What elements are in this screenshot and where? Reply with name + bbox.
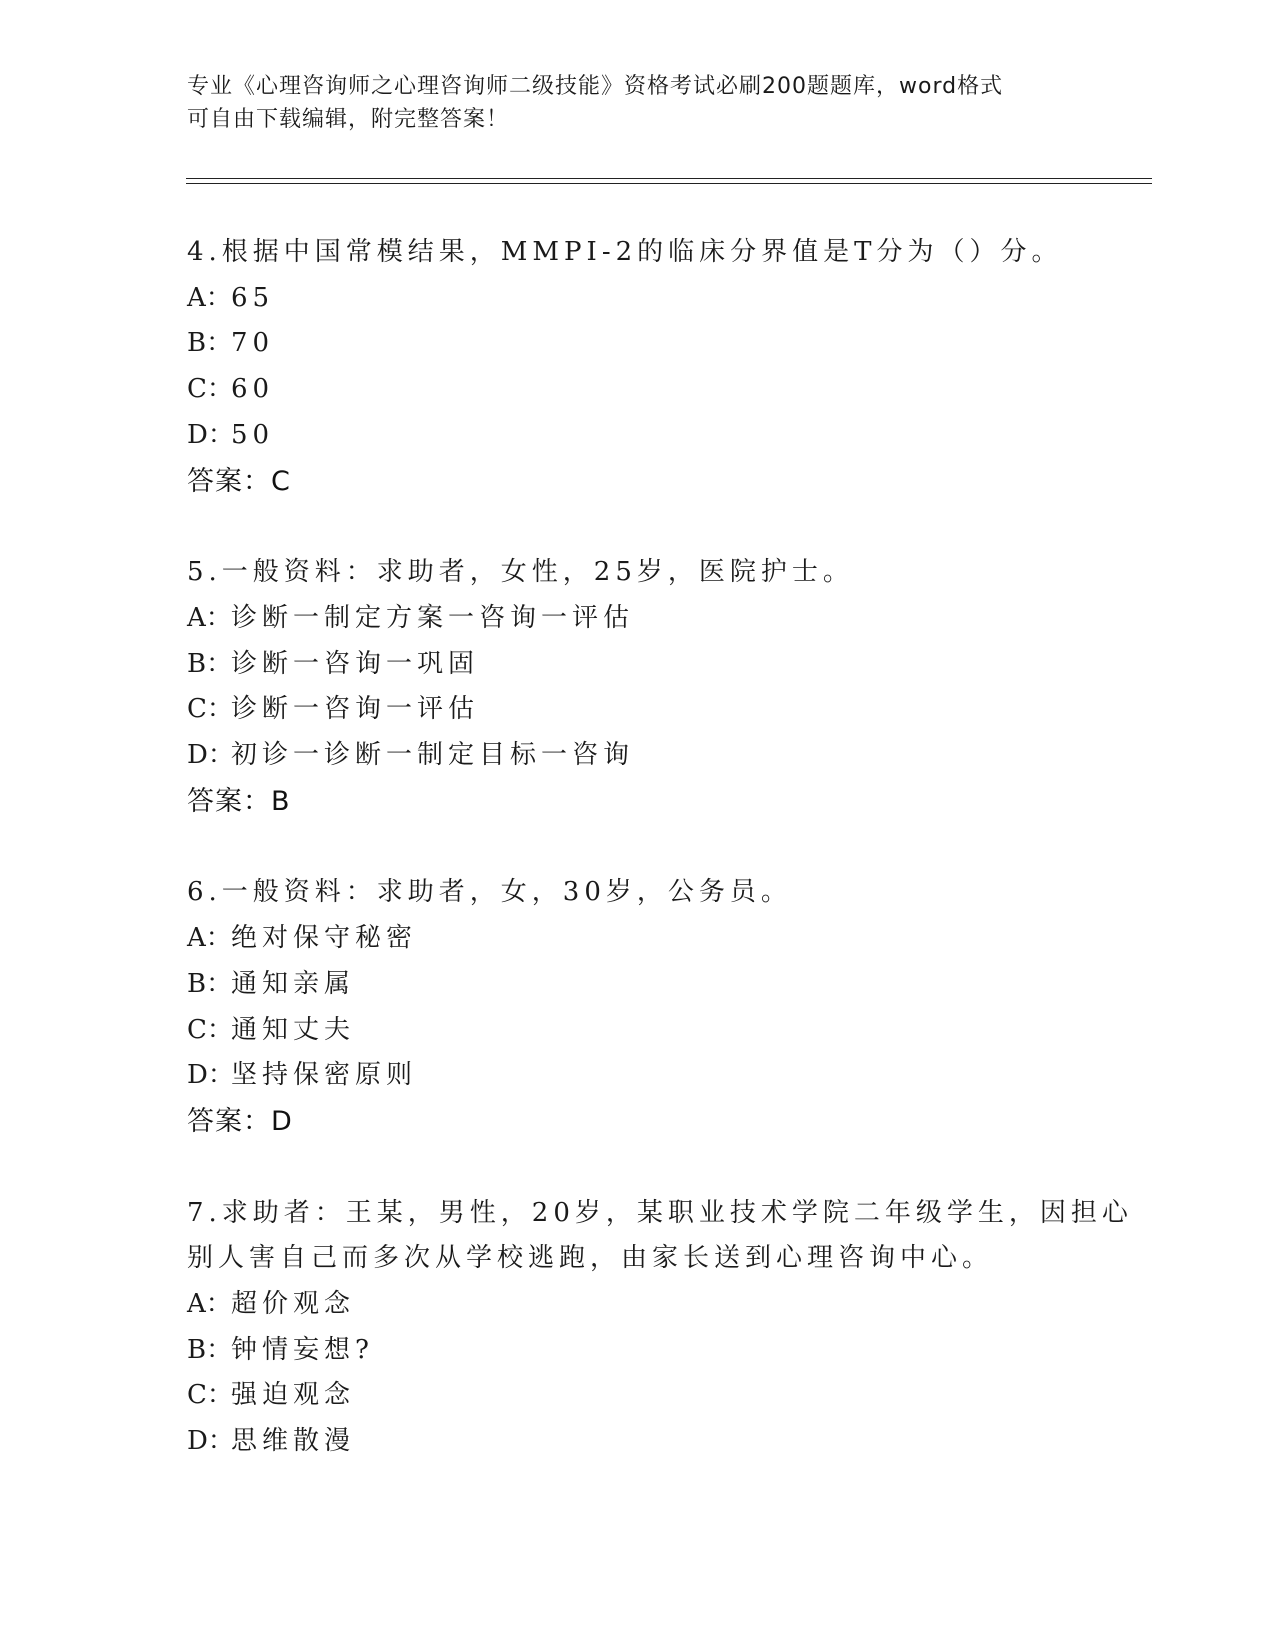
option-letter: B： <box>187 328 233 359</box>
question-stem: 7.求助者：王某，男性，20岁，某职业技术学院二年级学生，因担心 <box>187 1197 1133 1228</box>
document-header <box>187 70 1067 136</box>
answer-line: 答案：C <box>187 465 291 497</box>
option-d <box>187 733 1087 779</box>
question-stem: 4.根据中国常模结果，MMPI-2的临床分界值是T分为（）分。 <box>187 237 1063 267</box>
question-item <box>187 550 1087 824</box>
option-letter: A： <box>187 923 232 954</box>
option-letter: B： <box>187 1334 233 1365</box>
question-item <box>187 870 1087 1144</box>
option-text: 50 <box>231 419 275 450</box>
option-letter: A： <box>187 282 232 313</box>
option-b <box>187 1328 1087 1374</box>
option-letter: B： <box>187 648 233 679</box>
header-divider-bottom <box>186 183 1152 184</box>
option-text: 诊断一咨询一巩固 <box>231 648 480 679</box>
option-c <box>187 1008 1087 1054</box>
option-text: 通知亲属 <box>231 968 356 999</box>
option-letter: D： <box>187 1060 234 1091</box>
option-text: 钟情妄想? <box>231 1334 374 1365</box>
header-line-2: 可自由下载编辑，附完整答案！ <box>187 107 510 132</box>
answer-line: 答案：D <box>187 1105 293 1137</box>
option-letter: C： <box>187 1014 233 1045</box>
header-divider-top <box>186 178 1152 179</box>
option-letter: C： <box>187 694 233 725</box>
question-item <box>187 230 1087 504</box>
option-a <box>187 596 1087 642</box>
option-a <box>187 276 1087 322</box>
question-item <box>187 1191 1133 1465</box>
question-stem: 6.一般资料：求助者，女，30岁，公务员。 <box>187 877 792 908</box>
option-a <box>187 916 1087 962</box>
option-d <box>187 1419 1087 1465</box>
option-text: 思维散漫 <box>231 1426 356 1457</box>
option-letter: D： <box>187 1426 234 1457</box>
question-list <box>187 230 1133 1511</box>
option-b <box>187 962 1087 1008</box>
option-b <box>187 642 1087 688</box>
option-letter: B： <box>187 968 233 999</box>
question-stem-continued: 别人害自己而多次从学校逃跑，由家长送到心理咨询中心。 <box>187 1243 994 1274</box>
option-text: 诊断一咨询一评估 <box>231 694 480 725</box>
option-text: 诊断一制定方案一咨询一评估 <box>231 602 635 633</box>
option-text: 65 <box>231 282 275 313</box>
option-c <box>187 367 1087 413</box>
option-text: 坚持保密原则 <box>231 1060 418 1091</box>
option-c <box>187 687 1087 733</box>
option-b <box>187 321 1087 367</box>
option-c <box>187 1373 1087 1419</box>
option-text: 初诊一诊断一制定目标一咨询 <box>231 740 635 771</box>
option-text: 绝对保守秘密 <box>231 923 418 954</box>
option-text: 通知丈夫 <box>231 1014 356 1045</box>
header-line-1: 专业《心理咨询师之心理咨询师二级技能》资格考试必刷200题题库，word格式 <box>187 74 1004 99</box>
option-letter: C： <box>187 1380 233 1411</box>
option-a <box>187 1282 1087 1328</box>
option-text: 强迫观念 <box>231 1380 356 1411</box>
option-letter: D： <box>187 740 234 771</box>
option-text: 超价观念 <box>231 1289 356 1320</box>
option-text: 60 <box>231 374 275 405</box>
option-letter: C： <box>187 374 233 405</box>
option-letter: A： <box>187 602 232 633</box>
option-letter: D： <box>187 419 234 450</box>
option-text: 70 <box>231 328 275 359</box>
question-stem: 5.一般资料：求助者，女性，25岁，医院护士。 <box>187 557 854 588</box>
option-d <box>187 1053 1087 1099</box>
answer-line: 答案：B <box>187 785 291 817</box>
option-letter: A： <box>187 1289 232 1320</box>
option-d <box>187 413 1087 459</box>
